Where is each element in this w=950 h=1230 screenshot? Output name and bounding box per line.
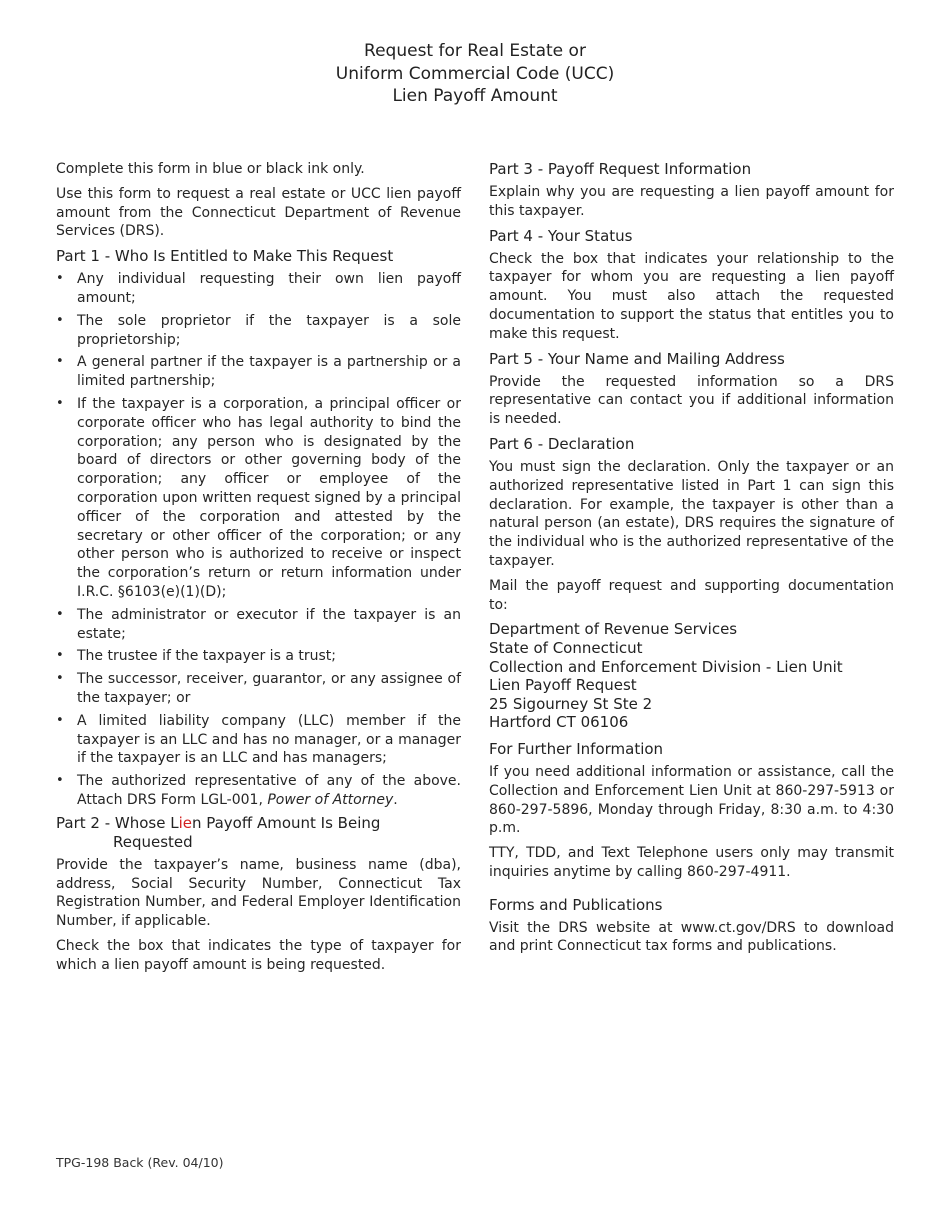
last-bullet-end: .	[393, 791, 398, 808]
entitled-item: • The sole proprietor if the taxpayer is a sole proprietorship;	[56, 312, 461, 350]
entitled-item: • If the taxpayer is a corporation, a principal officer or corporate officer who has legal authority to bind the corporation; any person who is designated by the board of directors or other governing body of the corporation; any officer or employee of the corporation upon written request signed by a principal officer of the corporation and attested by the secretary or other officer of the corporation; or any other person who is authorized to receive or inspect the corporation’s return or return information under I.R.C. §6103(e)(1)(D);	[56, 395, 461, 602]
further-info-phone: If you need additional information or assistance, call the Collection and Enforcement Lien Unit at 860-297-5913 or 860-297-5896, Monday through Friday, 8:30 a.m. to 4:30 p.m.	[489, 763, 894, 837]
part4-instructions: Check the box that indicates your relationship to the taxpayer for whom you are requesting a lien payoff amount. You must also attach the requested documentation to support the status that entitles you to make this request.	[489, 250, 894, 342]
entitled-item-authorized-representative	[56, 772, 461, 810]
address-line: Department of Revenue Services	[489, 620, 738, 639]
part3-heading: Part 3 - Payoff Request Information	[489, 160, 752, 178]
right-column	[489, 160, 894, 962]
entitled-item: • A limited liability company (LLC) member if the taxpayer is an LLC and has no manager, or a manager if the taxpayer is an LLC and has managers;	[56, 712, 461, 768]
part2-heading-end: n Payoff Amount Is Being	[191, 813, 381, 832]
address-line: Collection and Enforcement Division - Lien Unit	[489, 657, 843, 676]
entitled-item: • The administrator or executor if the taxpayer is an estate;	[56, 606, 461, 644]
form-title-line-1: Request for Real Estate or	[364, 41, 586, 61]
part3-instructions: Explain why you are requesting a lien payoff amount for this taxpayer.	[489, 184, 894, 219]
mailing-address	[489, 620, 894, 732]
further-info-tty: TTY, TDD, and Text Telephone users only may transmit inquiries anytime by calling 860-297-4911.	[489, 845, 894, 880]
part2-checkbox-instructions: Check the box that indicates the type of taxpayer for which a lien payoff amount is being requested.	[56, 937, 461, 973]
entitled-item: • The successor, receiver, guarantor, or any assignee of the taxpayer; or	[56, 670, 461, 708]
form-title-line-3: Lien Payoff Amount	[392, 86, 558, 106]
entitled-list	[56, 270, 461, 810]
address-line: 25 Sigourney St Ste 2	[489, 694, 653, 713]
address-line: Lien Payoff Request	[489, 676, 637, 695]
mail-instructions: Mail the payoff request and supporting documentation to:	[489, 577, 894, 613]
part2-heading-start: Part 2 - Whose L	[56, 813, 179, 832]
last-bullet-text: The authorized representative of any of the above. Attach DRS Form LGL-001,	[77, 773, 461, 808]
forms-instructions: Visit the DRS website at www.ct.gov/DRS to download and print Connecticut tax forms and publications.	[489, 919, 894, 955]
further-info-heading: For Further Information	[489, 739, 664, 758]
part2-heading-line2: Requested	[113, 832, 193, 851]
form-title-line-2: Uniform Commercial Code (UCC)	[335, 63, 615, 84]
left-column	[56, 160, 461, 980]
form-title	[0, 40, 950, 108]
entitled-item: • A general partner if the taxpayer is a partnership or a limited partnership;	[56, 353, 461, 391]
form-purpose: Use this form to request a real estate or UCC lien payoff amount from the Connecticut Department of Revenue Services (DRS).	[56, 185, 461, 240]
forms-heading: Forms and Publications	[489, 895, 663, 914]
part2-heading-red-letters: ie	[178, 813, 192, 832]
address-line: State of Connecticut	[489, 638, 643, 657]
part6-instructions: You must sign the declaration. Only the taxpayer or an authorized representative listed in Part 1 can sign this declaration. For example, the taxpayer is other than a natural person (an estate), DRS requires the signature of the individual who is the authorized representative of the taxpayer.	[489, 458, 894, 569]
part5-instructions: Provide the requested information so a DRS representative can contact you if additional information is needed.	[489, 373, 894, 428]
part2-instructions: Provide the taxpayer’s name, business name (dba), address, Social Security Number, Connecticut Tax Registration Number, and Federal Employer Identification Number, if applicable.	[56, 856, 461, 930]
part4-heading: Part 4 - Your Status	[489, 226, 633, 245]
ink-instruction: Complete this form in blue or black ink only.	[56, 161, 365, 177]
entitled-item: • The trustee if the taxpayer is a trust;	[56, 647, 461, 666]
form-footer: TPG-198 Back (Rev. 04/10)	[56, 1155, 224, 1170]
part2-heading	[56, 814, 461, 852]
part1-heading: Part 1 - Who Is Entitled to Make This Request	[56, 247, 394, 266]
power-of-attorney-title: Power of Attorney	[267, 791, 394, 808]
part6-heading: Part 6 - Declaration	[489, 434, 635, 453]
address-line: Hartford CT 06106	[489, 713, 629, 732]
part5-heading: Part 5 - Your Name and Mailing Address	[489, 349, 785, 368]
entitled-item: • Any individual requesting their own lien payoff amount;	[56, 270, 461, 308]
